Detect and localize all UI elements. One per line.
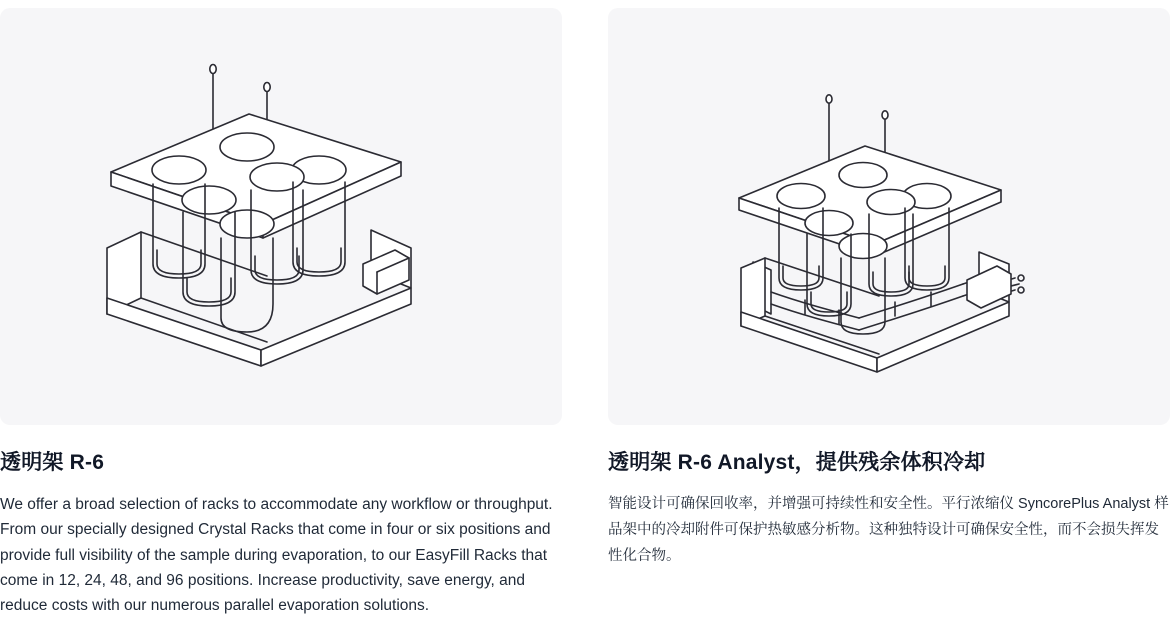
rack-r6-image <box>0 8 562 425</box>
product-card-rack-r6 <box>0 8 562 618</box>
rack-r6-analyst-illustration <box>679 52 1099 382</box>
rack-r6-illustration <box>71 52 491 382</box>
product-card-rack-r6-analyst <box>608 8 1170 618</box>
card-body: 智能设计可确保回收率，并增强可持续性和安全性。平行浓缩仪 SyncorePlus Analyst 样品架中的冷却附件可保护热敏感分析物。这种独特设计可确保安全性，而不会损失挥发性化合物。 <box>608 496 1169 564</box>
card-title: 透明架 R-6 <box>0 451 105 474</box>
rack-r6-analyst-image <box>608 8 1170 425</box>
card-title: 透明架 R-6 Analyst，提供残余体积冷却 <box>608 451 986 474</box>
card-body: We offer a broad selection of racks to accommodate any workflow or throughput. From our specially designed Crystal Racks that come in four or six positions and provide full visibility of the sample during evaporation, to our EasyFill Racks that come in 12, 24, 48, and 96 positions. Increase productivity, save energy, and reduce costs with our numerous parallel evaporation solutions. <box>0 496 553 614</box>
